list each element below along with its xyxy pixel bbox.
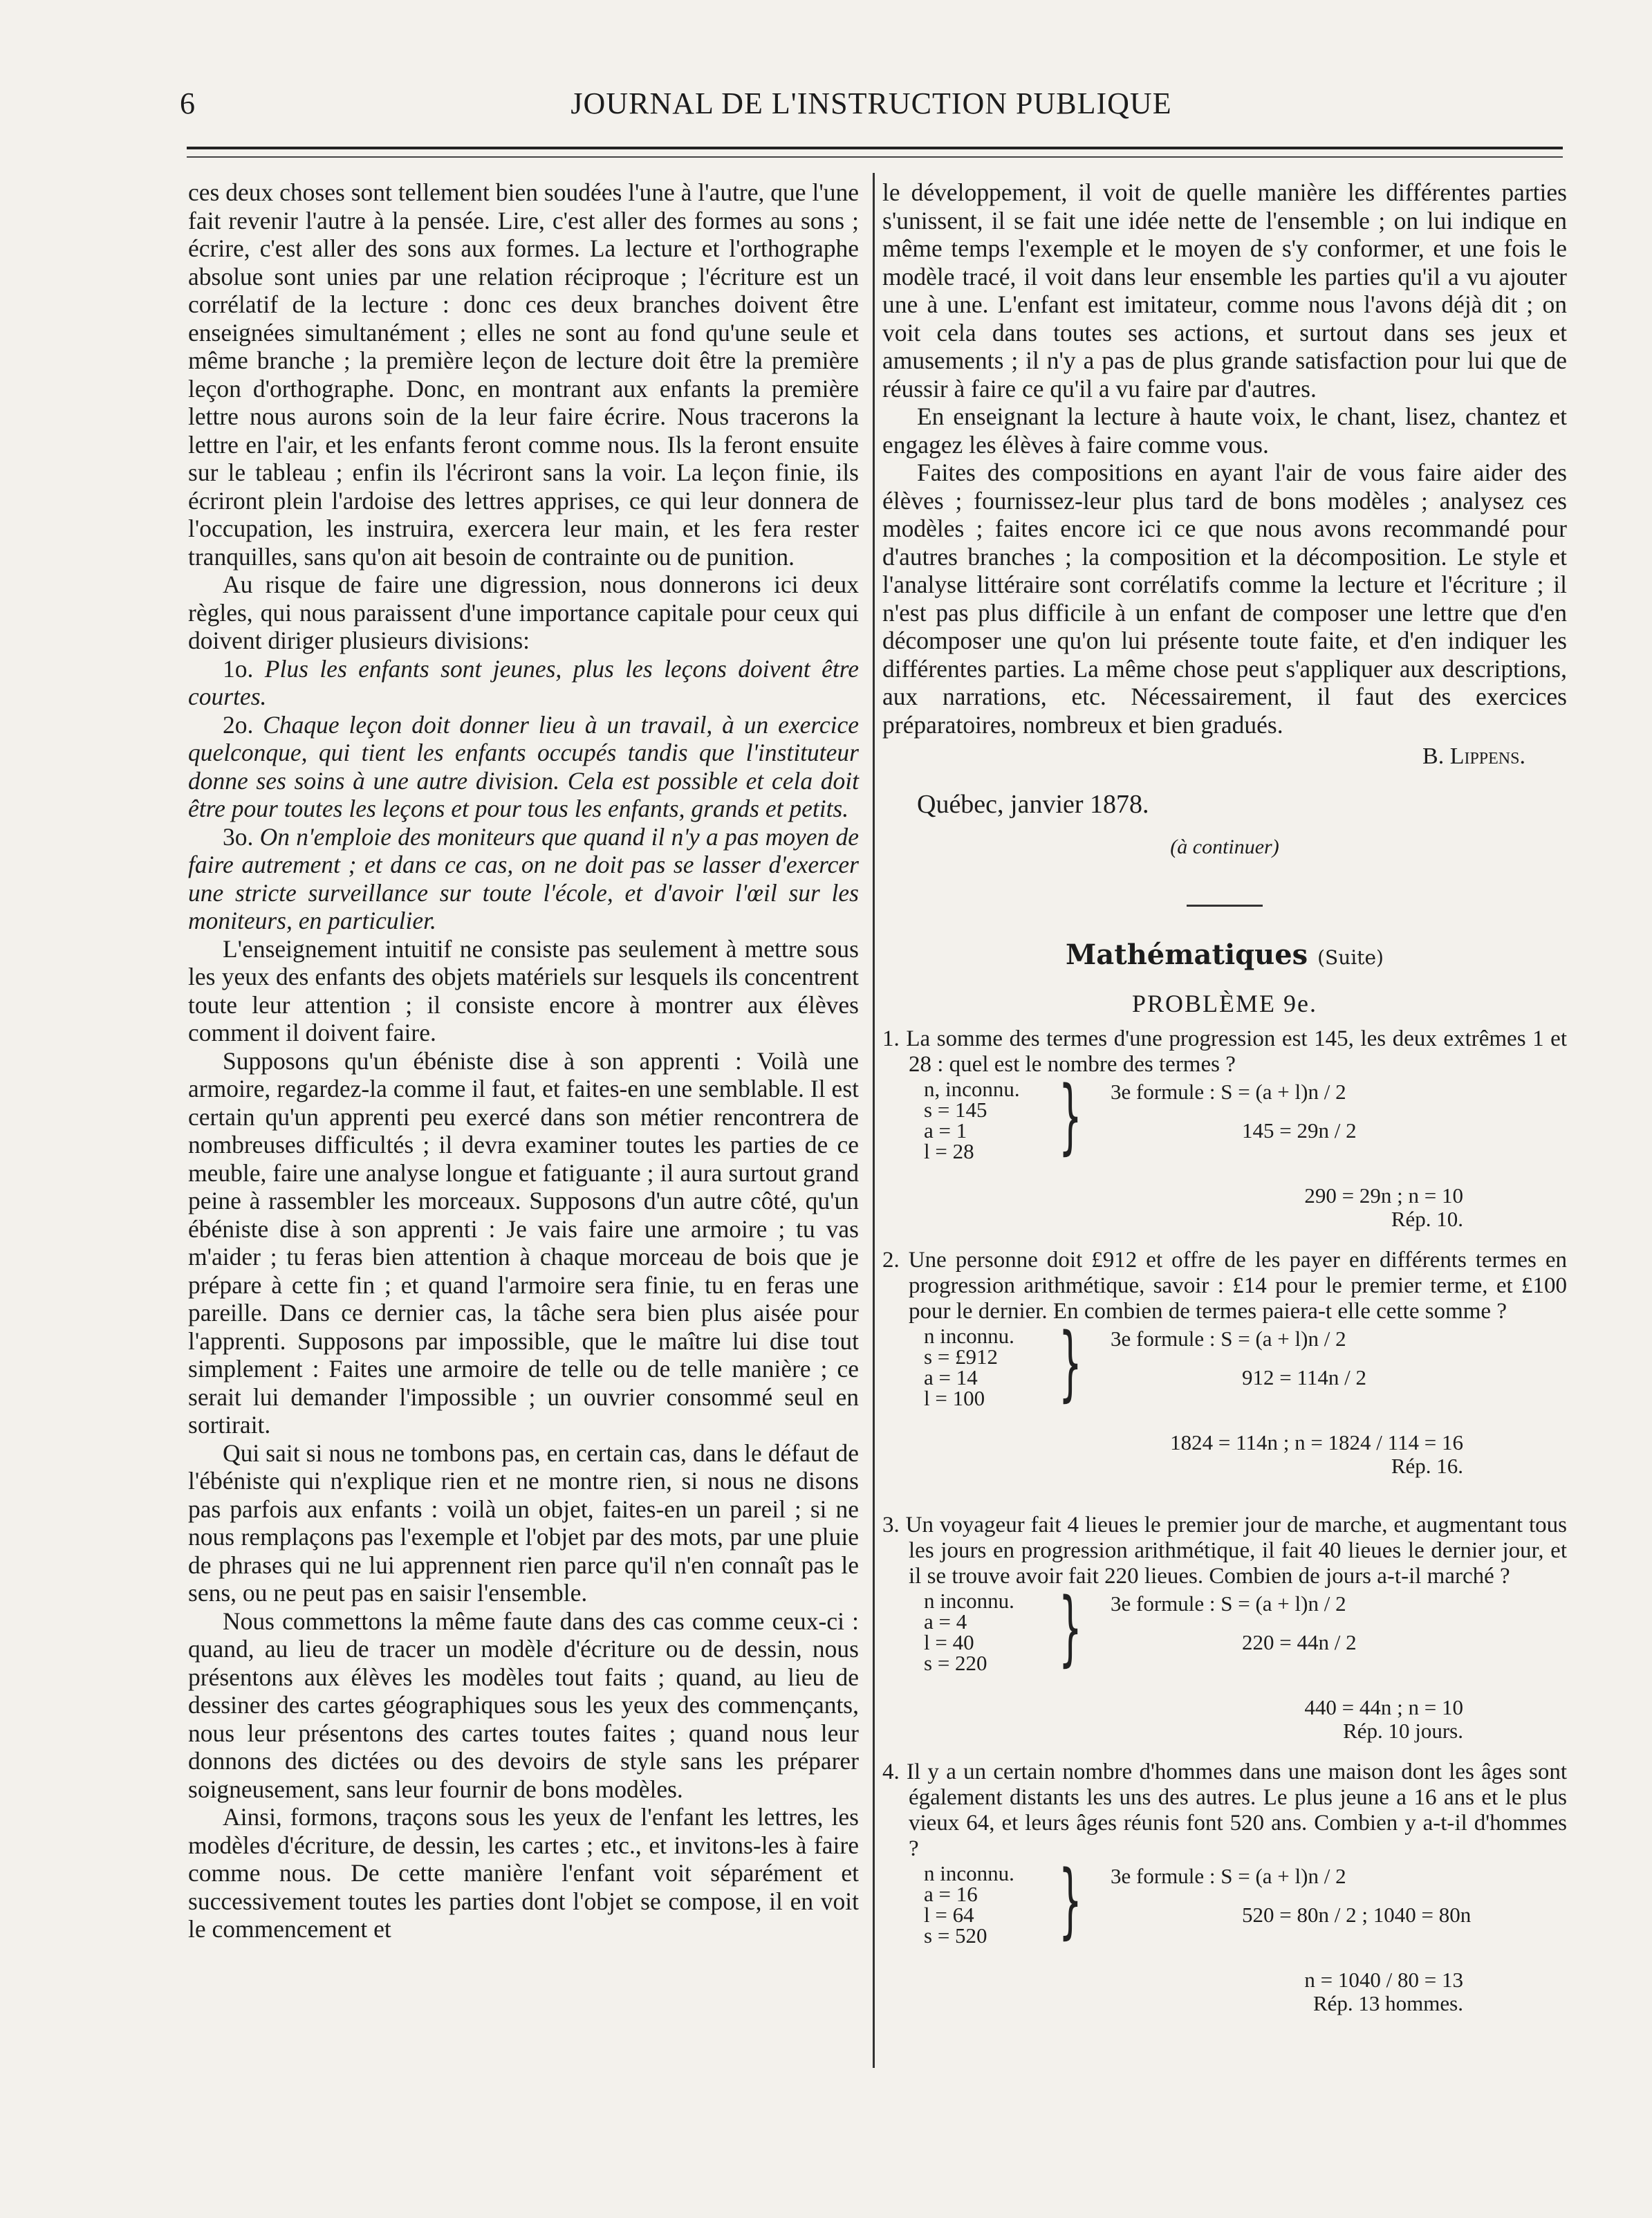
variable: n inconnu.: [924, 1860, 1014, 1885]
equation: 912 = 114n / 2: [1242, 1365, 1366, 1389]
rule-3: [188, 823, 859, 935]
formula: 3e formule : S = (a + l)n / 2: [1111, 1079, 1346, 1104]
dateline: Québec, janvier 1878.: [917, 789, 1149, 819]
formula: 3e formule : S = (a + l)n / 2: [1111, 1863, 1346, 1888]
problem-title: PROBLÈME 9e.: [1131, 990, 1317, 1017]
variable: a = 1: [924, 1118, 967, 1143]
problem-2: [882, 1248, 1567, 1504]
section-suite: (Suite): [1317, 945, 1384, 969]
rule-number: 3o.: [223, 822, 254, 851]
equation: 290 = 29n ; n = 10: [1304, 1183, 1463, 1208]
variables: [924, 1588, 1014, 1675]
right-column: [882, 178, 1567, 2024]
variable: l = 28: [924, 1138, 974, 1163]
variable: a = 14: [924, 1365, 978, 1389]
variable: s = £912: [924, 1344, 999, 1369]
variable: n inconnu.: [924, 1588, 1014, 1613]
brace-icon: }: [1059, 1314, 1082, 1410]
problem-statement: 3. Un voyageur fait 4 lieues le premier jour de marche, et augmentant tous les jours en progression arithmétique, il fait 40 lieues le dernier jour, et il se trouve avoir fait 220 lieues. Combien de jours a-t-il marché ?: [882, 1512, 1567, 1589]
formula: 3e formule : S = (a + l)n / 2: [1111, 1591, 1346, 1616]
variable: s = 520: [924, 1923, 987, 1948]
section-title: [882, 938, 1567, 972]
problem-solution: [882, 1851, 1567, 2024]
equation: 440 = 44n ; n = 10: [1304, 1694, 1463, 1719]
paragraph: le développement, il voit de quelle manière les différentes parties s'unissent, il se fait une idée nette de l'ensemble ; on lui indique en même temps l'exemple et le moyen de s'y conformer, et une fois le modèle tracé, il voit dans leur ensemble les parties qu'il a vu ajouter une à une. L'enfant est imitateur, comme nous l'avons déjà dit ; on voit cela dans toutes ses actions, et surtout dans ses jeux et amusements ; il n'y a pas de plus grande satisfaction pour lui que de réussir à faire ce qu'il a vu faire par d'autres.: [882, 178, 1567, 403]
variable: s = 220: [924, 1650, 987, 1675]
problem-statement: 2. Une personne doit £912 et offre de les payer en différents termes en progression arithmétique, savoir : £14 pour le premier terme, et £100 pour le dernier. En combien de termes paiera-t elle cette somme ?: [882, 1247, 1567, 1324]
problem-statement: 4. Il y a un certain nombre d'hommes dans une maison dont les âges sont également distants les uns des autres. Le plus jeune a 16 ans et le plus vieux 64, et leurs âges réunis font 520 ans. Combien y a-t-il d'hommes ?: [882, 1759, 1567, 1861]
brace-icon: }: [1059, 1851, 1082, 1948]
answer: Rép. 10 jours.: [1343, 1718, 1463, 1743]
answer: Rép. 10.: [1391, 1206, 1463, 1231]
paragraph: ces deux choses sont tellement bien soudées l'une à l'autre, que l'une fait revenir l'autre à la pensée. Lire, c'est aller des formes au sons ; écrire, c'est aller des sons aux formes. La lecture et l'orthographe absolue sont unies par une relation réciproque ; l'écriture est un corrélatif de la lecture : donc ces deux branches doivent être enseignées simultanément ; elles ne sont au fond qu'une seule et même branche ; la première leçon de lecture doit être la première leçon d'orthographe. Donc, en montrant aux enfants la première lettre nous aurons soin de la leur faire écrire. Nous tracerons la lettre en l'air, et les enfants feront comme nous. Ils la feront ensuite sur le tableau ; enfin ils l'écriront sans la voir. La leçon finie, ils écriront plein l'ardoise des lettres apprises, ce qui leur donnera de l'occupation, les instruira, exercera leur main, et les fera rester tranquilles, sans qu'on ait besoin de contrainte ou de punition.: [188, 178, 859, 571]
column-divider: [873, 173, 875, 2068]
problem-solution: [882, 1314, 1567, 1504]
rule-1: [188, 655, 859, 711]
rule-text: Plus les enfants sont jeunes, plus les leçons doivent être courtes.: [188, 654, 860, 710]
section-title-text: Mathématiques: [1066, 938, 1308, 971]
page-header: [180, 82, 1563, 130]
equation: 1824 = 114n ; n = 1824 / 114 = 16: [1170, 1430, 1463, 1454]
answer: Rép. 16.: [1391, 1453, 1463, 1478]
paragraph: Qui sait si nous ne tombons pas, en certain cas, dans le défaut de l'ébéniste qui n'explique rien et ne montre rien, si nous ne disons pas parfois aux enfants : voilà un objet, faites-en un pareil ; si ne nous remplaçons pas l'exemple et l'objet par des mots, par une pluie de phrases qui ne lui apprennent rien parce qu'il n'en connaît pas le sens, ou ne peut pas en saisir l'ensemble.: [188, 1439, 859, 1607]
rule-text: On n'emploie des moniteurs que quand il n'y a pas moyen de faire autrement ; et dans ce cas, on ne doit pas se lasser d'exercer une stricte surveillance sur toute l'école, et d'avoir l'œil sur les moniteurs, en particulier.: [188, 822, 860, 934]
equation: 145 = 29n / 2: [1242, 1118, 1357, 1143]
paragraph: L'enseignement intuitif ne consiste pas seulement à mettre sous les yeux des enfants des objets matériels sur lesquels ils concentrent toute leur attention ; il consiste encore à montrer aux élèves comment il doivent faire.: [188, 934, 859, 1046]
brace-icon: }: [1059, 1067, 1082, 1163]
rule-number: 1o.: [223, 654, 254, 683]
variable: l = 40: [924, 1629, 974, 1654]
variables: [924, 1323, 1014, 1410]
paragraph: Faites des compositions en ayant l'air de vous faire aider des élèves ; fournissez-leur plus tard de bons modèles ; analysez ces modèles ; faites encore ici ce que nous avons recommandé pour d'autres branches ; la composition et la décomposition. Le style et l'analyse littéraire sont corrélatifs comme la lecture et l'écriture ; il n'est pas plus difficile à un enfant de composer une lettre que d'en décomposer une qu'on lui présente toute faite, et d'en indiquer les différentes parties. La même chose peut s'appliquer aux descriptions, aux narrations, etc. Nécessairement, il faut des exercices préparatoires, nombreux et bien gradués.: [882, 459, 1567, 739]
section-separator: [1187, 905, 1263, 907]
variable: n, inconnu.: [924, 1076, 1020, 1101]
paragraph: Ainsi, formons, traçons sous les yeux de l'enfant les lettres, les modèles d'écriture, de dessin, les cartes ; etc., et invitons-les à faire comme nous. De cette manière l'enfant voit séparément et successivement toutes les parties dont l'objet se compose, il en voit le commencement et: [188, 1803, 859, 1943]
variables: [924, 1860, 1014, 1948]
header-rule-thin: [187, 156, 1563, 158]
problem-solution: [882, 1579, 1567, 1751]
rule-number: 2o.: [223, 710, 254, 739]
page-number: 6: [180, 86, 195, 120]
paragraph: Supposons qu'un ébéniste dise à son apprenti : Voilà une armoire, regardez-la comme il faut, et faites-en une semblable. Il est certain qu'un apprenti peu exercé dans son métier rencontrera de nombreuses difficultés ; il devra examiner toutes les parties de ce meuble, faire une analyse longue et fatiguante ; il aura surtout grand peine à rassembler les morceaux. Supposons d'un autre côté, qu'un ébéniste dise à son apprenti : Je vais faire une armoire ; tu vas m'aider ; tu feras bien attention à chaque morceau de bois que je prépare à cette fin ; et quand l'armoire sera finie, tu en feras une pareille. Dans ce dernier cas, la tâche sera bien plus aisée pour l'apprenti. Supposons par impossible, que le maître lui dise tout simplement : Faites une armoire de telle ou de telle manière ; ce serait lui demander l'impossible ; un ouvrier consommé seul en sortirait.: [188, 1046, 859, 1439]
formula: 3e formule : S = (a + l)n / 2: [1111, 1326, 1346, 1351]
rule-text: Chaque leçon doit donner lieu à un travail, à un exercice quelconque, qui tient les enfants occupés tandis que l'instituteur donne ses soins à une autre division. Cela est possible et cela doit être pour toutes les leçons et pour tous les enfants, grands et petits.: [188, 710, 860, 822]
problem-1: [882, 1026, 1567, 1239]
variable: a = 4: [924, 1609, 967, 1634]
paragraph: En enseignant la lecture à haute voix, le chant, lisez, chantez et engagez les élèves à faire comme vous.: [882, 403, 1567, 459]
header-rule-thick: [187, 147, 1563, 149]
brace-icon: }: [1059, 1579, 1082, 1675]
paragraph: Nous commettons la même faute dans des cas comme ceux-ci : quand, au lieu de tracer un modèle d'écriture ou de dessin, nous présentons aux élèves les modèles tout faits ; quand, au lieu de dessiner des cartes géographiques sous les yeux des commençants, nous leur présentons des cartes toutes faites ; quand nous leur donnons des dictées ou des devoirs de style sans les préparer soigneusement, sans leur fournir de bons modèles.: [188, 1607, 859, 1803]
problem-4: [882, 1759, 1567, 2024]
rule-2: [188, 711, 859, 823]
problem-solution: [882, 1067, 1567, 1239]
paragraph: Au risque de faire une digression, nous donnerons ici deux règles, qui nous paraissent d'une importance capitale pour ceux qui doivent diriger plusieurs divisions:: [188, 571, 859, 654]
variables: [924, 1076, 1020, 1163]
continued-note: (à continuer): [1170, 835, 1279, 858]
answer: Rép. 13 hommes.: [1313, 1990, 1463, 2015]
problem-statement: 1. La somme des termes d'une progression est 145, les deux extrêmes 1 et 28 : quel est le nombre des termes ?: [882, 1026, 1567, 1077]
variable: l = 100: [924, 1385, 985, 1410]
equation: 520 = 80n / 2 ; 1040 = 80n: [1242, 1902, 1472, 1927]
variable: n inconnu.: [924, 1323, 1014, 1348]
variable: a = 16: [924, 1881, 978, 1906]
running-title: JOURNAL DE L'INSTRUCTION PUBLIQUE: [570, 86, 1172, 120]
equation: n = 1040 / 80 = 13: [1304, 1967, 1463, 1992]
author-signature: B. Lippens.: [1422, 743, 1525, 769]
equation: 220 = 44n / 2: [1242, 1629, 1357, 1654]
variable: l = 64: [924, 1902, 974, 1927]
left-column: [188, 178, 859, 1943]
problem-3: [882, 1513, 1567, 1751]
variable: s = 145: [924, 1097, 987, 1122]
